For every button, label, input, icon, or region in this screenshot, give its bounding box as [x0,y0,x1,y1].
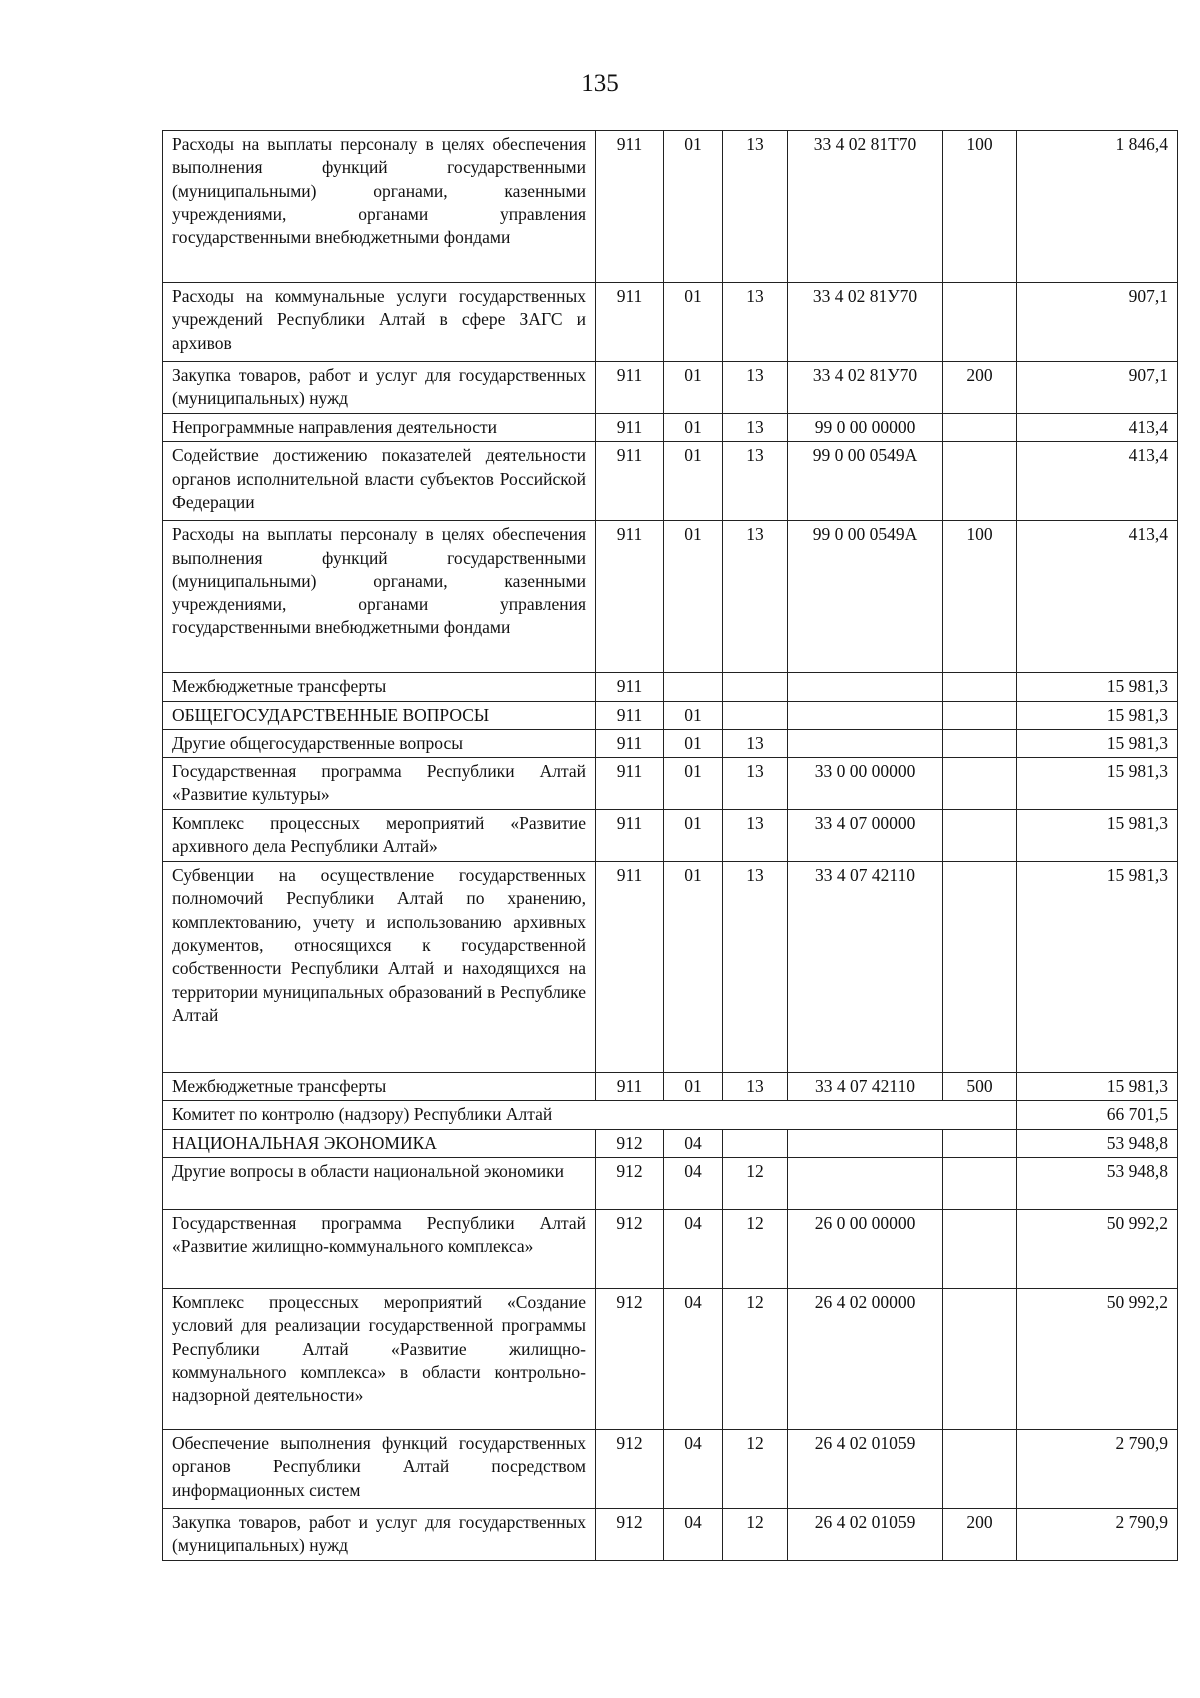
row-expense-type [943,1289,1017,1430]
row-expense-type [943,673,1017,701]
row-ministry-code: 911 [596,414,664,442]
table-row [163,1158,1178,1210]
row-amount: 2 790,9 [1017,1430,1178,1509]
row-target-code [788,1129,943,1157]
row-section-code: 01 [664,283,723,362]
row-subsection-code: 13 [723,758,788,810]
row-target-code: 99 0 00 00000 [788,414,943,442]
row-target-code [788,729,943,757]
row-amount: 66 701,5 [1017,1101,1178,1129]
row-section-code: 01 [664,521,723,673]
row-ministry-code: 911 [596,729,664,757]
row-target-code: 33 0 00 00000 [788,758,943,810]
row-ministry-code: 911 [596,758,664,810]
row-expense-type [943,414,1017,442]
row-name: Другие вопросы в области национальной экономики [163,1158,596,1210]
row-name: Непрограммные направления деятельности [163,414,596,442]
table-row [163,673,1178,701]
row-subsection-code: 13 [723,729,788,757]
table-row [163,862,1178,1073]
row-subsection-code: 12 [723,1210,788,1289]
row-section-code: 01 [664,810,723,862]
row-ministry-code: 911 [596,1073,664,1101]
table-row [163,1430,1178,1509]
row-expense-type [943,701,1017,729]
row-target-code: 26 4 02 00000 [788,1289,943,1430]
row-amount: 53 948,8 [1017,1158,1178,1210]
table-row [163,414,1178,442]
row-name: Субвенции на осуществление государственных полномочий Республики Алтай по хранению, комплектованию, учету и использованию архивных документов, относящихся к государственной собственности Республики Алтай и находящихся на территории муниципальных образований в Республике Алтай [163,862,596,1073]
row-expense-type [943,862,1017,1073]
row-expense-type: 100 [943,131,1017,283]
table-row [163,362,1178,414]
row-section-code: 01 [664,758,723,810]
row-amount: 907,1 [1017,283,1178,362]
row-subsection-code: 12 [723,1158,788,1210]
row-amount: 413,4 [1017,521,1178,673]
row-expense-type [943,729,1017,757]
row-section-code: 01 [664,131,723,283]
row-section-code [664,673,723,701]
page-number: 135 [581,70,619,97]
row-ministry-code: 912 [596,1430,664,1509]
row-name: Закупка товаров, работ и услуг для государственных (муниципальных) нужд [163,362,596,414]
row-subsection-code: 13 [723,442,788,521]
row-name: Комплекс процессных мероприятий «Развитие архивного дела Республики Алтай» [163,810,596,862]
table-row [163,701,1178,729]
row-subsection-code [723,701,788,729]
row-name: Межбюджетные трансферты [163,673,596,701]
row-amount: 907,1 [1017,362,1178,414]
row-name: Расходы на коммунальные услуги государственных учреждений Республики Алтай в сфере ЗАГС и архивов [163,283,596,362]
row-amount: 1 846,4 [1017,131,1178,283]
row-amount: 15 981,3 [1017,810,1178,862]
row-target-code [788,673,943,701]
row-section-code: 04 [664,1210,723,1289]
row-section-code: 01 [664,414,723,442]
row-amount: 15 981,3 [1017,758,1178,810]
table-row [163,1289,1178,1430]
row-amount: 2 790,9 [1017,1509,1178,1561]
table-row [163,1509,1178,1561]
row-ministry-code: 911 [596,362,664,414]
row-section-code: 04 [664,1129,723,1157]
row-target-code [788,1158,943,1210]
row-ministry-code: 912 [596,1509,664,1561]
row-name: Государственная программа Республики Алтай «Развитие культуры» [163,758,596,810]
row-subsection-code: 12 [723,1430,788,1509]
row-ministry-code: 911 [596,283,664,362]
row-section-code: 04 [664,1509,723,1561]
row-subsection-code [723,673,788,701]
row-target-code: 33 4 07 00000 [788,810,943,862]
row-subsection-code: 13 [723,810,788,862]
row-section-code: 01 [664,701,723,729]
row-target-code: 99 0 00 0549А [788,521,943,673]
row-subsection-code: 12 [723,1289,788,1430]
row-ministry-code: 912 [596,1158,664,1210]
row-ministry-code: 911 [596,442,664,521]
row-subsection-code: 13 [723,521,788,673]
row-name: Комитет по контролю (надзору) Республики Алтай [163,1101,1017,1129]
row-name: НАЦИОНАЛЬНАЯ ЭКОНОМИКА [163,1129,596,1157]
row-name: Содействие достижению показателей деятельности органов исполнительной власти субъектов Российской Федерации [163,442,596,521]
row-subsection-code [723,1129,788,1157]
row-ministry-code: 911 [596,862,664,1073]
budget-table [162,130,1178,1561]
row-ministry-code: 911 [596,521,664,673]
table-row [163,131,1178,283]
row-amount: 15 981,3 [1017,701,1178,729]
row-expense-type [943,442,1017,521]
table-row [163,1129,1178,1157]
row-name: Закупка товаров, работ и услуг для государственных (муниципальных) нужд [163,1509,596,1561]
row-ministry-code: 911 [596,131,664,283]
row-name: Комплекс процессных мероприятий «Создание условий для реализации государственной программы Республики Алтай «Развитие жилищно-коммунального комплекса» в области контрольно-надзорной деятельности» [163,1289,596,1430]
row-amount: 15 981,3 [1017,729,1178,757]
row-ministry-code: 912 [596,1210,664,1289]
row-subsection-code: 13 [723,862,788,1073]
row-expense-type: 200 [943,1509,1017,1561]
row-ministry-code: 912 [596,1289,664,1430]
row-name: Межбюджетные трансферты [163,1073,596,1101]
row-target-code: 33 4 02 81У70 [788,362,943,414]
row-ministry-code: 911 [596,673,664,701]
row-expense-type: 500 [943,1073,1017,1101]
row-name: ОБЩЕГОСУДАРСТВЕННЫЕ ВОПРОСЫ [163,701,596,729]
row-amount: 15 981,3 [1017,1073,1178,1101]
row-amount: 50 992,2 [1017,1289,1178,1430]
row-name: Государственная программа Республики Алтай «Развитие жилищно-коммунального комплекса» [163,1210,596,1289]
row-section-code: 01 [664,1073,723,1101]
row-target-code: 33 4 02 81Т70 [788,131,943,283]
row-subsection-code: 13 [723,362,788,414]
table-row [163,521,1178,673]
row-expense-type [943,810,1017,862]
row-section-code: 04 [664,1430,723,1509]
table-row [163,283,1178,362]
row-target-code: 26 0 00 00000 [788,1210,943,1289]
row-target-code: 33 4 07 42110 [788,1073,943,1101]
row-target-code: 33 4 07 42110 [788,862,943,1073]
row-subsection-code: 12 [723,1509,788,1561]
row-name: Обеспечение выполнения функций государственных органов Республики Алтай посредством информационных систем [163,1430,596,1509]
row-section-code: 01 [664,442,723,521]
table-row [163,758,1178,810]
table-row [163,1210,1178,1289]
row-name: Расходы на выплаты персоналу в целях обеспечения выполнения функций государственными (муниципальными) органами, казенными учреждениями, органами управления государственными внебюджетными фондами [163,521,596,673]
row-section-code: 04 [664,1158,723,1210]
row-expense-type [943,283,1017,362]
row-subsection-code: 13 [723,131,788,283]
row-expense-type: 100 [943,521,1017,673]
row-amount: 15 981,3 [1017,862,1178,1073]
row-target-code: 99 0 00 0549А [788,442,943,521]
row-target-code: 33 4 02 81У70 [788,283,943,362]
row-amount: 15 981,3 [1017,673,1178,701]
row-section-code: 04 [664,1289,723,1430]
table-row [163,810,1178,862]
row-section-code: 01 [664,862,723,1073]
row-expense-type [943,1210,1017,1289]
row-amount: 53 948,8 [1017,1129,1178,1157]
table-row [163,1073,1178,1101]
row-target-code: 26 4 02 01059 [788,1509,943,1561]
row-ministry-code: 912 [596,1129,664,1157]
row-name: Другие общегосударственные вопросы [163,729,596,757]
row-amount: 413,4 [1017,442,1178,521]
table-row [163,1101,1178,1129]
row-name: Расходы на выплаты персоналу в целях обеспечения выполнения функций государственными (муниципальными) органами, казенными учреждениями, органами управления государственными внебюджетными фондами [163,131,596,283]
row-expense-type [943,758,1017,810]
row-subsection-code: 13 [723,283,788,362]
row-expense-type [943,1158,1017,1210]
row-section-code: 01 [664,729,723,757]
row-target-code [788,701,943,729]
row-amount: 413,4 [1017,414,1178,442]
table-row [163,442,1178,521]
row-target-code: 26 4 02 01059 [788,1430,943,1509]
row-expense-type [943,1129,1017,1157]
row-section-code: 01 [664,362,723,414]
table-row [163,729,1178,757]
row-expense-type [943,1430,1017,1509]
row-subsection-code: 13 [723,1073,788,1101]
row-expense-type: 200 [943,362,1017,414]
row-ministry-code: 911 [596,810,664,862]
row-amount: 50 992,2 [1017,1210,1178,1289]
row-subsection-code: 13 [723,414,788,442]
row-ministry-code: 911 [596,701,664,729]
